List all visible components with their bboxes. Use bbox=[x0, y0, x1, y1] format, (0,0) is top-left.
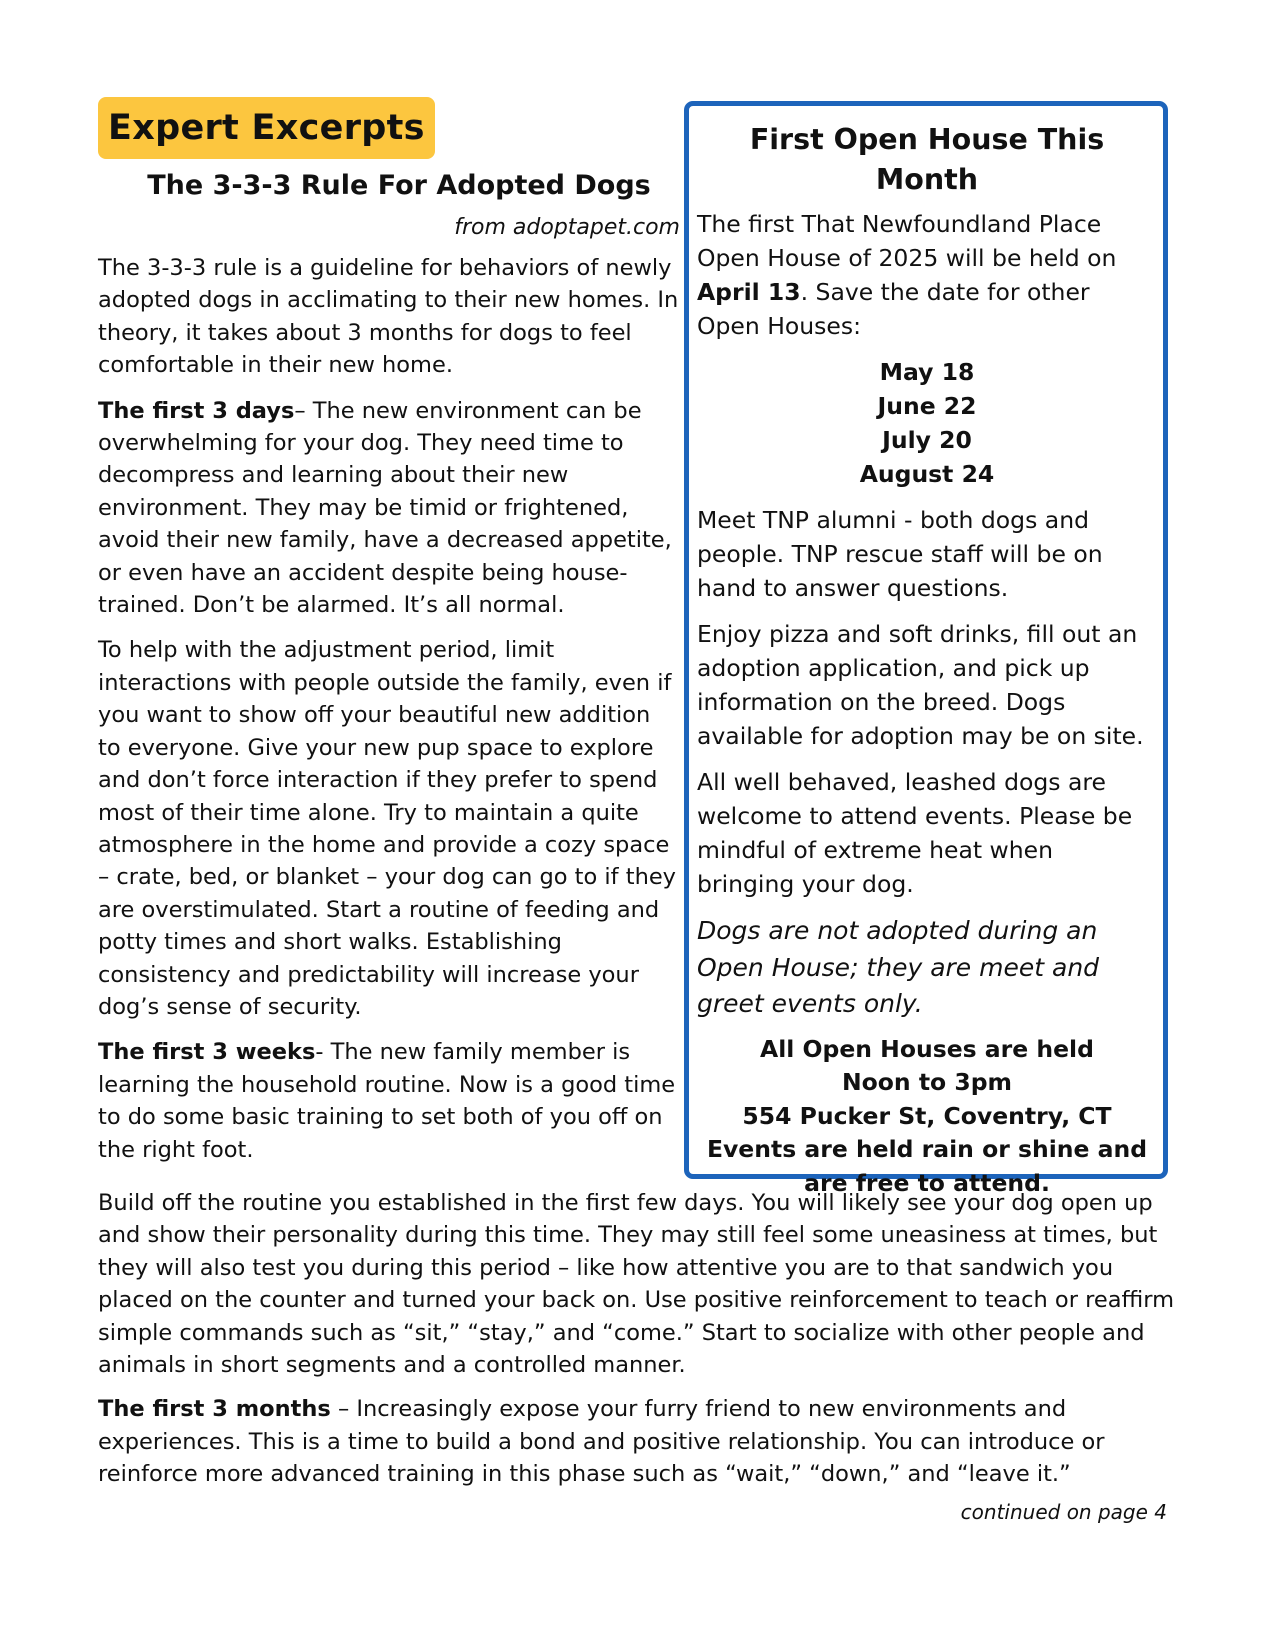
first-3-days-paragraph bbox=[98, 395, 680, 622]
open-house-title: First Open House This Month bbox=[749, 123, 1105, 196]
article-title: The 3-3-3 Rule For Adopted Dogs bbox=[147, 170, 651, 201]
first-3-weeks-text: - The new family member is learning the household routine. Now is a good time to do some basic training to set both of you off on the right foot. bbox=[98, 1039, 676, 1163]
details-line: 554 Pucker St, Coventry, CT bbox=[742, 1101, 1112, 1130]
first-3-weeks-heading: The first 3 weeks bbox=[98, 1039, 316, 1066]
open-house-details bbox=[697, 1033, 1157, 1201]
continued-note: continued on page 4 bbox=[960, 1500, 1167, 1524]
first-open-house-date: April 13 bbox=[697, 278, 801, 306]
first-3-months-paragraph bbox=[98, 1393, 1178, 1490]
open-house-intro-before: The first That Newfoundland Place Open House of 2025 will be held on bbox=[697, 210, 1117, 272]
routine-paragraph: Build off the routine you established in the first few days. You will likely see your dog open up and show their personality during this time. They may still feel some uneasiness at times, but they will also test you during this period – like how attentive you are to that sandwich you placed on the counter and turned your back on. Use positive reinforcement to teach or reaffirm simple commands such as “sit,” “stay,” and “come.” Start to socialize with other people and animals in short segments and a controlled manner. bbox=[98, 1190, 1175, 1379]
article-column bbox=[98, 168, 680, 1179]
meet-alumni-paragraph: Meet TNP alumni - both dogs and people. TNP rescue staff will be on hand to answer questions. bbox=[697, 506, 1103, 602]
first-3-weeks-paragraph bbox=[98, 1036, 680, 1166]
section-label: Expert Excerpts bbox=[98, 97, 435, 159]
open-house-intro-after: . Save the date for other Open Houses: bbox=[697, 278, 1090, 340]
adjustment-paragraph: To help with the adjustment period, limit interactions with people outside the family, even if you want to show off your beautiful new addition to everyone. Give your new pup space to explore and don’t force interaction if they prefer to spend most of their time alone. Try to maintain a quite atmosphere in the home and provide a cozy space – crate, bed, or blanket – your dog can go to if they are overstimulated. Start a routine of feeding and potty times and short walks. Establishing consistency and predictability will increase your dog’s sense of security. bbox=[98, 637, 676, 1020]
first-3-months-text: – Increasingly expose your furry friend to new environments and experiences. This is a time to build a bond and positive relationship. You can introduce or reinforce more advanced training in this phase such as “wait,” “down,” and “leave it.” bbox=[98, 1396, 1105, 1488]
open-house-box bbox=[684, 101, 1168, 1197]
open-house-date: June 22 bbox=[877, 392, 977, 420]
article-intro: The 3-3-3 rule is a guideline for behaviors of newly adopted dogs in acclimating to their new homes. In theory, it takes about 3 months for dogs to feel comfortable in their new home. bbox=[98, 255, 679, 379]
details-line: are free to attend. bbox=[804, 1168, 1050, 1197]
open-house-date: July 20 bbox=[882, 426, 972, 454]
details-line: All Open Houses are held bbox=[760, 1034, 1094, 1063]
details-line: Events are held rain or shine and bbox=[706, 1135, 1148, 1163]
first-3-days-heading: The first 3 days bbox=[98, 397, 295, 424]
first-3-days-text: – The new environment can be overwhelming for your dog. They need time to decompress and learning about their new environment. They may be timid or frightened, avoid their new family, have a decreased appetite, or even have an accident despite being house-trained. Don’t be alarmed. It’s all normal. bbox=[98, 397, 672, 619]
open-house-dates bbox=[697, 355, 1157, 491]
open-house-intro bbox=[697, 207, 1157, 343]
open-house-date: August 24 bbox=[859, 460, 995, 488]
leashed-dogs-paragraph: All well behaved, leashed dogs are welcome to attend events. Please be mindful of extreme heat when bringing your dog. bbox=[697, 768, 1133, 898]
open-house-date: May 18 bbox=[879, 358, 975, 386]
not-adopted-note: Dogs are not adopted during an Open House; they are meet and greet events only. bbox=[697, 916, 1100, 1018]
details-line: Noon to 3pm bbox=[841, 1068, 1013, 1096]
article-continuation bbox=[98, 1187, 1178, 1503]
first-3-months-heading: The first 3 months bbox=[98, 1396, 331, 1423]
enjoy-pizza-paragraph: Enjoy pizza and soft drinks, fill out an adoption application, and pick up information on the breed. Dogs available for adoption may be on site. bbox=[697, 620, 1144, 750]
article-source: from adoptapet.com bbox=[454, 215, 680, 240]
